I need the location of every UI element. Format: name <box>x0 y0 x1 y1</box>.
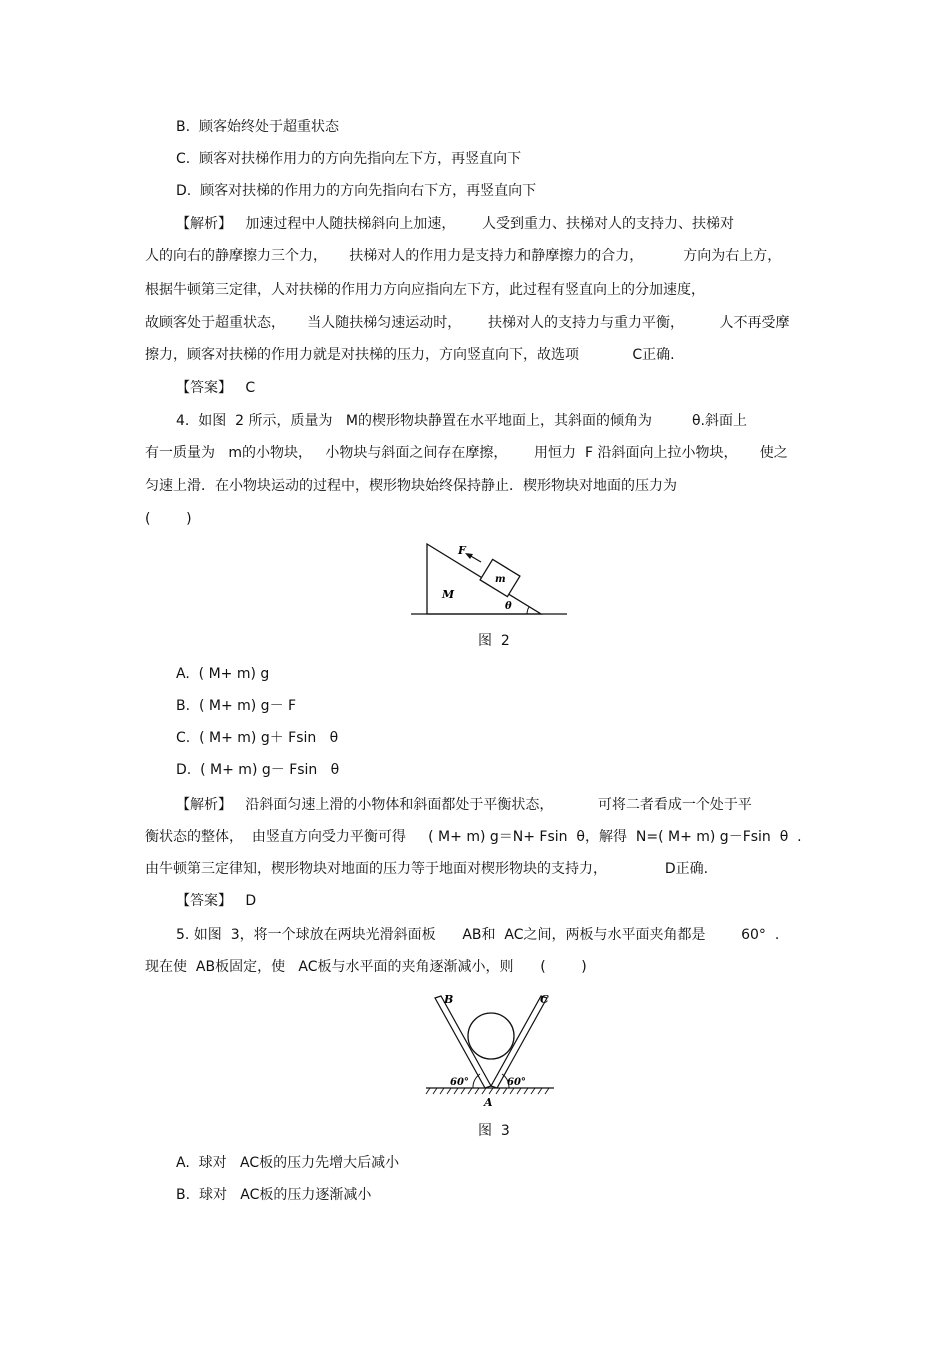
q4-stem-blank: ( ) <box>145 511 192 527</box>
q4-analysis-line: 【解析】 沿斜面匀速上滑的小物体和斜面都处于平衡状态， 可将二者看成一个处于平 <box>176 797 752 813</box>
q4-option-a: A. ( M+ m) g <box>176 666 270 682</box>
figure-3-ball-between-boards <box>420 986 560 1111</box>
board-end-b-label: B <box>444 993 454 1006</box>
q3-analysis-line: 故顾客处于超重状态， 当人随扶梯匀速运动时， 扶梯对人的支持力与重力平衡， 人不再受摩 <box>145 315 790 331</box>
board-end-c-label: C <box>540 993 549 1006</box>
vertex-a-label: A <box>484 1096 493 1109</box>
angle-theta-label: θ <box>505 601 512 612</box>
figure-3-caption: 图 3 <box>478 1123 510 1139</box>
q4-stem-line: 有一质量为 m的小物块， 小物块与斜面之间存在摩擦， 用恒力 F 沿斜面向上拉小物块， 使之 <box>145 445 788 461</box>
q5-stem-line: 5. 如图 3，将一个球放在两块光滑斜面板 AB和 AC之间，两板与水平面夹角都是 60° . <box>176 927 780 943</box>
q3-analysis-line: 【解析】 加速过程中人随扶梯斜向上加速， 人受到重力、扶梯对人的支持力、扶梯对 <box>176 216 735 232</box>
q3-option-d: D. 顾客对扶梯的作用力的方向先指向右下方，再竖直向下 <box>176 183 537 199</box>
angle-right-label: 60° <box>507 1077 526 1088</box>
q4-stem-line: 4. 如图 2 所示，质量为 M的楔形物块静置在水平地面上，其斜面的倾角为 θ.斜面上 <box>176 413 748 429</box>
q3-option-c: C. 顾客对扶梯作用力的方向先指向左下方，再竖直向下 <box>176 151 522 167</box>
q5-stem-line: 现在使 AB板固定，使 AC板与水平面的夹角逐渐减小，则 ( ) <box>145 959 587 975</box>
q4-analysis-line: 衡状态的整体， 由竖直方向受力平衡可得 ( M+ m) g＝N+ Fsin θ，解得 N=( M+ m) g－Fsin θ . <box>145 829 802 845</box>
q3-answer: 【答案】 C <box>176 380 256 396</box>
q3-option-b: B. 顾客始终处于超重状态 <box>176 119 339 135</box>
figure-2-caption: 图 2 <box>478 633 510 649</box>
q3-analysis-line: 人的向右的静摩擦力三个力， 扶梯对人的作用力是支持力和静摩擦力的合力， 方向为右上方， <box>145 248 782 264</box>
q3-analysis-line: 擦力，顾客对扶梯的作用力就是对扶梯的压力，方向竖直向下，故选项 C正确. <box>145 347 675 363</box>
q4-option-b: B. ( M+ m) g－ F <box>176 698 297 714</box>
q5-option-a: A. 球对 AC板的压力先增大后减小 <box>176 1155 400 1171</box>
q3-analysis-line: 根据牛顿第三定律，人对扶梯的作用力方向应指向左下方，此过程有竖直向上的分加速度， <box>145 282 705 298</box>
force-label: F <box>458 544 466 557</box>
q4-option-d: D. ( M+ m) g－ Fsin θ <box>176 762 340 778</box>
wedge-label: M <box>442 588 455 601</box>
small-block-label: m <box>495 574 506 585</box>
q4-analysis-line: 由牛顿第三定律知，楔形物块对地面的压力等于地面对楔形物块的支持力， D正确. <box>145 861 709 877</box>
q5-option-b: B. 球对 AC板的压力逐渐减小 <box>176 1187 372 1203</box>
q4-option-c: C. ( M+ m) g＋ Fsin θ <box>176 730 339 746</box>
figure-2-incline <box>405 538 575 618</box>
angle-left-label: 60° <box>450 1077 469 1088</box>
q4-stem-line: 匀速上滑．在小物块运动的过程中，楔形物块始终保持静止．楔形物块对地面的压力为 <box>145 478 677 494</box>
q4-answer: 【答案】 D <box>176 893 257 909</box>
